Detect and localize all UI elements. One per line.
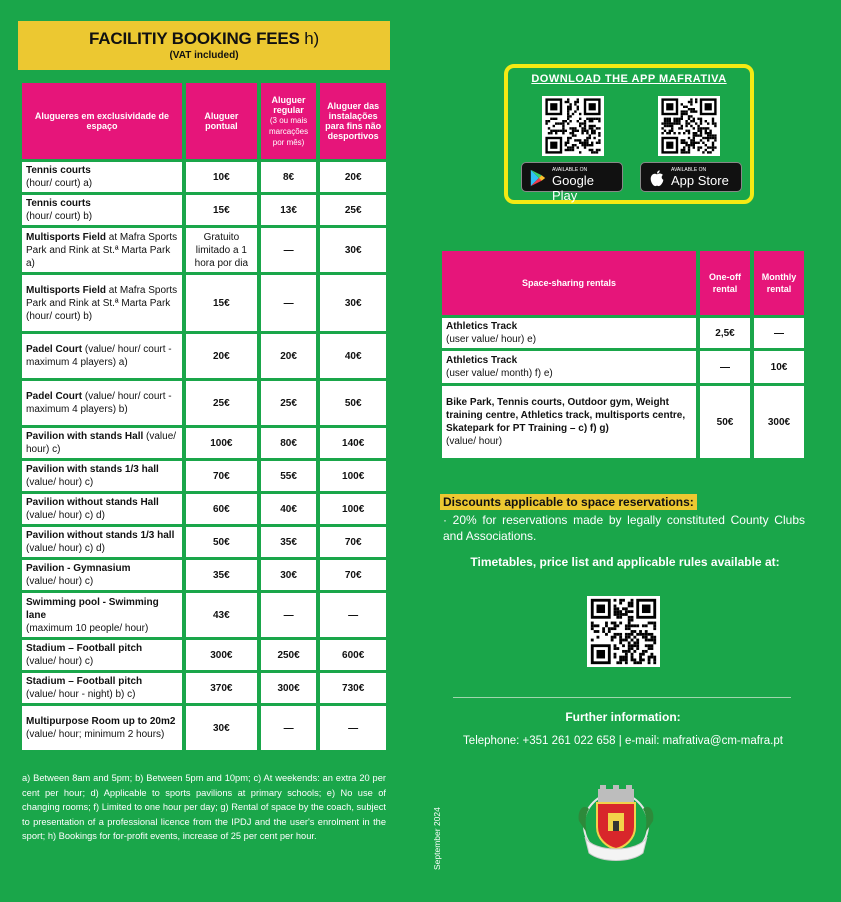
price-pontual: 20€ (186, 334, 257, 378)
table-row (22, 560, 386, 590)
facility-name: Multisports Field at Mafra Sports Park and Rink at St.ª Marta Park a) (22, 228, 182, 272)
facility-name: Pavilion with stands 1/3 hall (value/ hour) c) (22, 461, 182, 491)
col-header-space: Alugueres em exclusividade de espaço (22, 83, 182, 159)
col-header-space-sharing: Space-sharing rentals (442, 251, 696, 315)
price-regular: — (261, 706, 317, 750)
price-one-off: 2,5€ (700, 318, 750, 348)
price-non-sport: 100€ (320, 461, 386, 491)
price-monthly: 300€ (754, 386, 804, 458)
price-pontual: 25€ (186, 381, 257, 425)
price-one-off: 50€ (700, 386, 750, 458)
price-pontual: 50€ (186, 527, 257, 557)
price-pontual: 60€ (186, 494, 257, 524)
page-subtitle: (VAT included) (169, 50, 239, 61)
rental-name: Athletics Track (user value/ hour) e) (442, 318, 696, 348)
price-regular: 35€ (261, 527, 317, 557)
price-regular: — (261, 593, 317, 637)
footnotes: a) Between 8am and 5pm; b) Between 5pm and 10pm; c) At weekends: an extra 20 per cent per hour; d) Applicable to sports pavilions at primary schools; e) No use of changing rooms; f) Limited to one hour per day; g) Rental of space by the coach, subject to presentation of a professional licence from the IPDJ and the user's enrolment in the sport; h) Bookings for for-profit events, increase of 25 per cent per hour. (22, 773, 386, 842)
price-monthly: 10€ (754, 351, 804, 383)
price-regular: 13€ (261, 195, 317, 225)
price-non-sport: 140€ (320, 428, 386, 458)
price-non-sport: 70€ (320, 560, 386, 590)
price-non-sport: 100€ (320, 494, 386, 524)
price-non-sport: 20€ (320, 162, 386, 192)
price-pontual: 30€ (186, 706, 257, 750)
price-non-sport: 25€ (320, 195, 386, 225)
page-title: FACILITIY BOOKING FEES h) (89, 29, 319, 48)
price-regular: 30€ (261, 560, 317, 590)
further-info-title: Further information: (565, 710, 681, 724)
facility-name: Tennis courts (hour/ court) b) (22, 195, 182, 225)
facility-name: Padel Court (value/ hour/ court - maximum 4 players) b) (22, 381, 182, 425)
price-regular: 8€ (261, 162, 317, 192)
price-pontual: 43€ (186, 593, 257, 637)
price-non-sport: 730€ (320, 673, 386, 703)
table-row (22, 195, 386, 225)
app-store-button[interactable]: AVAILABLE ON App Store (640, 162, 742, 192)
table-row (22, 706, 386, 750)
price-regular: 20€ (261, 334, 317, 378)
facility-name: Pavilion without stands Hall (value/ hour) c) d) (22, 494, 182, 524)
table-row (442, 351, 804, 383)
rental-name: Bike Park, Tennis courts, Outdoor gym, Weight training centre, Athletics track, multisports centre, Skatepark for PT Training – c) f) g) (value/ hour) (442, 386, 696, 458)
facility-name: Padel Court (value/ hour/ court - maximum 4 players) a) (22, 334, 182, 378)
price-pontual: 35€ (186, 560, 257, 590)
space-sharing-table (438, 248, 808, 461)
price-pontual: 300€ (186, 640, 257, 670)
municipality-crest-icon (573, 781, 659, 865)
date-label: September 2024 (432, 807, 442, 870)
price-non-sport: 50€ (320, 381, 386, 425)
table-row (22, 527, 386, 557)
rental-name: Athletics Track (user value/ month) f) e) (442, 351, 696, 383)
facility-name: Pavilion without stands 1/3 hall (value/ hour) c) d) (22, 527, 182, 557)
price-pontual: 100€ (186, 428, 257, 458)
price-regular: — (261, 228, 317, 272)
table-row (22, 640, 386, 670)
price-non-sport: 70€ (320, 527, 386, 557)
price-pontual: Gratuito limitado a 1 hora por dia (186, 228, 257, 272)
app-store-qr-code[interactable] (658, 96, 720, 156)
price-monthly: — (754, 318, 804, 348)
contact-info: Telephone: +351 261 022 658 | e-mail: mafrativa@cm-mafra.pt (463, 735, 783, 747)
facility-name: Tennis courts (hour/ court) a) (22, 162, 182, 192)
price-regular: 250€ (261, 640, 317, 670)
price-non-sport: 30€ (320, 228, 386, 272)
info-qr-code[interactable] (587, 596, 660, 667)
table-row (22, 673, 386, 703)
price-pontual: 15€ (186, 195, 257, 225)
timetables-text: Timetables, price list and applicable rules available at: (470, 555, 780, 569)
price-regular: 40€ (261, 494, 317, 524)
table-row (22, 162, 386, 192)
facility-name: Pavilion - Gymnasium (value/ hour) c) (22, 560, 182, 590)
price-pontual: 370€ (186, 673, 257, 703)
table-row (22, 228, 386, 272)
facility-name: Stadium – Football pitch (value/ hour) c) (22, 640, 182, 670)
fees-table (18, 80, 390, 753)
google-play-button[interactable]: AVAILABLE ON Google Play (521, 162, 623, 192)
price-non-sport: — (320, 706, 386, 750)
table-row (22, 334, 386, 378)
apple-icon (648, 169, 666, 187)
price-non-sport: — (320, 593, 386, 637)
table-row (22, 381, 386, 425)
price-regular: 25€ (261, 381, 317, 425)
app-download-title: DOWNLOAD THE APP MAFRATIVA (531, 73, 727, 85)
col-header-one-off: One-off rental (700, 251, 750, 315)
table-row (22, 275, 386, 331)
price-pontual: 10€ (186, 162, 257, 192)
price-non-sport: 40€ (320, 334, 386, 378)
price-non-sport: 30€ (320, 275, 386, 331)
price-pontual: 15€ (186, 275, 257, 331)
facility-name: Swimming pool - Swimming lane (maximum 10 people/ hour) (22, 593, 182, 637)
table-row (442, 386, 804, 458)
col-header-pontual: Aluguer pontual (186, 83, 257, 159)
app-download-box (504, 64, 754, 204)
price-regular: — (261, 275, 317, 331)
facility-name: Stadium – Football pitch (value/ hour - night) b) c) (22, 673, 182, 703)
table-row (22, 428, 386, 458)
discounts-text: · 20% for reservations made by legally constituted County Clubs and Associations. (443, 513, 805, 543)
divider (453, 697, 791, 698)
col-header-regular: Aluguer regular (3 ou mais marcações por mês) (261, 83, 317, 159)
table-row (22, 461, 386, 491)
col-header-non-sport: Aluguer das instalações para fins não desportivos (320, 83, 386, 159)
price-regular: 80€ (261, 428, 317, 458)
google-play-qr-code[interactable] (542, 96, 604, 156)
title-banner (18, 21, 390, 70)
price-pontual: 70€ (186, 461, 257, 491)
google-play-icon (529, 169, 547, 187)
facility-name: Multipurpose Room up to 20m2 (value/ hour; minimum 2 hours) (22, 706, 182, 750)
facility-name: Pavilion with stands Hall (value/ hour) c) (22, 428, 182, 458)
price-regular: 300€ (261, 673, 317, 703)
discounts-title: Discounts applicable to space reservations: (440, 494, 697, 510)
price-one-off: — (700, 351, 750, 383)
facility-name: Multisports Field at Mafra Sports Park and Rink at St.ª Marta Park (hour/ court) b) (22, 275, 182, 331)
table-row (442, 318, 804, 348)
table-row (22, 494, 386, 524)
table-row (22, 593, 386, 637)
col-header-monthly: Monthly rental (754, 251, 804, 315)
price-regular: 55€ (261, 461, 317, 491)
price-non-sport: 600€ (320, 640, 386, 670)
